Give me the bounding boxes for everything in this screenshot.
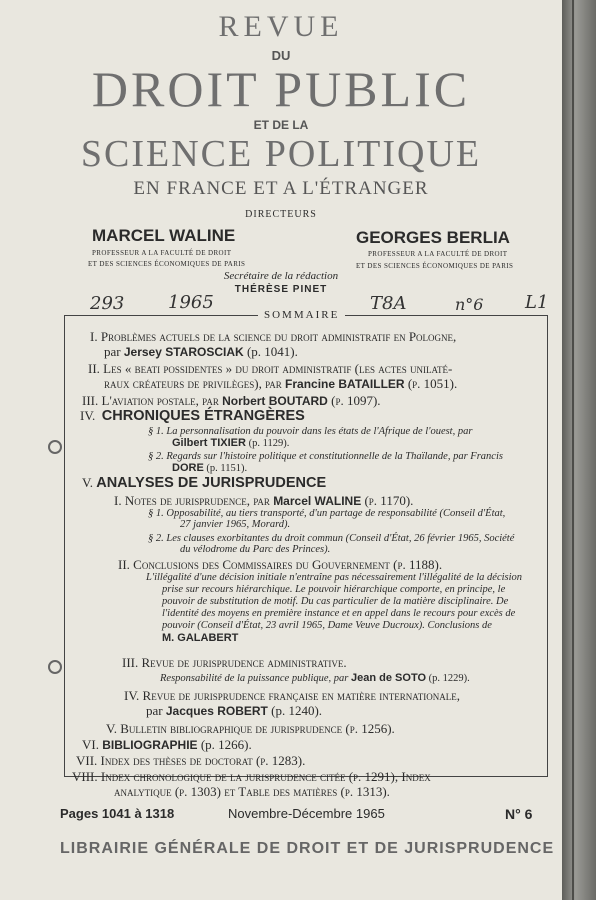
toc-page: (p. 1229).	[428, 673, 470, 684]
toc-item-iv-s1: § 1. La personnalisation du pouvoir dans les états de l'Afrique de l'ouest, par	[148, 426, 473, 437]
title-et-de-la: ET DE LA	[253, 118, 309, 132]
binding-ring-icon	[48, 440, 62, 454]
toc-item-iii	[82, 393, 381, 409]
handwritten-note-d: n°6	[455, 295, 484, 314]
director-right-role-1: PROFESSEUR A LA FACULTÉ DE DROIT	[368, 250, 508, 258]
handwritten-note-b: 1965	[168, 292, 214, 313]
director-left-role-1: PROFESSEUR A LA FACULTÉ DE DROIT	[92, 249, 232, 257]
footer-issue: N° 6	[505, 806, 533, 822]
toc-page: (p. 1170).	[364, 493, 414, 508]
footer-date: Novembre-Décembre 1965	[228, 806, 385, 821]
toc-item-viii	[72, 769, 431, 784]
book-spine	[562, 0, 596, 900]
toc-item-v2	[118, 557, 442, 572]
toc-item-ii-line2	[104, 376, 457, 392]
toc-page: (p. 1129).	[248, 438, 290, 449]
director-right-name: GEORGES BERLIA	[356, 228, 510, 247]
spine-edge	[572, 0, 574, 900]
toc-page: (p. 1283).	[255, 753, 306, 768]
toc-item-v2-l2: prise sur recours hiérarchique. Le pouvoir hiérarchique comporte, en principe, le	[162, 584, 506, 595]
toc-text: Notes de jurisprudence, par	[124, 493, 270, 508]
toc-number: VII.	[76, 753, 98, 768]
toc-item-v1-s1b: 27 janvier 1965, Morard).	[180, 519, 291, 530]
toc-item-v5	[106, 721, 395, 736]
toc-text: Les « beati possidentes » du droit administratif (les actes unilaté-	[103, 361, 453, 376]
toc-item-v	[82, 475, 326, 491]
footer-pages: Pages 1041 à 1318	[60, 806, 175, 821]
toc-section-title: ANALYSES DE JURISPRUDENCE	[96, 475, 327, 491]
toc-item-v1-s2b: du vélodrome du Parc des Princes).	[180, 544, 331, 555]
toc-text: Revue de jurisprudence administrative.	[141, 655, 347, 670]
toc-item-v2-l3: pouvoir de substitution de motif. Du cas particulier de la matière disciplinaire. De	[162, 596, 509, 607]
toc-text: L'aviation postale, par	[101, 393, 219, 408]
toc-item-ii	[88, 361, 452, 376]
toc-item-viii-line2	[114, 784, 390, 799]
toc-author: Marcel WALINE	[273, 494, 362, 508]
toc-text: Bulletin bibliographique de jurisprudence (p. 1256).	[120, 721, 395, 736]
toc-page: (p. 1303) et	[174, 784, 236, 799]
toc-item-v3	[122, 655, 347, 670]
toc-number: II.	[88, 361, 100, 376]
title-du: DU	[271, 48, 291, 63]
toc-author: Francine BATAILLER	[285, 377, 405, 391]
director-right-role-2: ET DES SCIENCES ÉCONOMIQUES DE PARIS	[356, 262, 514, 270]
toc-author: Gilbert TIXIER	[172, 437, 246, 449]
toc-text: Revue de jurisprudence française en matière internationale,	[142, 688, 460, 703]
toc-page: (p. 1151).	[206, 463, 248, 474]
toc-item-v2-l5: pouvoir (Conseil d'État, 23 avril 1965, Dame Veuve Ducroux). Conclusions de	[162, 620, 492, 631]
toc-page: (p. 1097).	[331, 393, 381, 408]
toc-item-vi	[82, 737, 252, 753]
toc-section-title: CHRONIQUES ÉTRANGÈRES	[101, 408, 305, 424]
toc-item-iv-s2: § 2. Regards sur l'histoire politique et constitutionnelle de la Thaïlande, par Francis	[148, 451, 503, 462]
toc-number: II.	[118, 557, 130, 572]
toc-item-iv-s1-author	[172, 437, 289, 450]
toc-text: par	[146, 703, 163, 718]
title-france-etranger: EN FRANCE ET A L'ÉTRANGER	[133, 178, 429, 199]
toc-number: VIII.	[72, 769, 98, 784]
toc-text: Conclusions des Commissaires du Gouvernement (p. 1188).	[133, 557, 443, 572]
toc-item-v2-l1: L'illégalité d'une décision initiale n'entraîne pas nécessairement l'illégalité de la décision	[146, 572, 523, 583]
handwritten-note-c: T8A	[370, 293, 407, 314]
toc-page: (p. 1240).	[271, 703, 323, 718]
toc-page: (p. 1266).	[200, 737, 252, 752]
title-revue: REVUE	[218, 10, 344, 43]
toc-number: III.	[122, 655, 139, 670]
toc-item-i-line2	[104, 344, 298, 360]
toc-item-v3-sub	[160, 672, 470, 685]
toc-item-v2-author: M. GALABERT	[162, 632, 239, 644]
handwritten-note-e: L1	[525, 292, 549, 313]
toc-number: V.	[106, 721, 117, 736]
toc-author: Norbert BOUTARD	[222, 394, 328, 408]
toc-number: IV.	[124, 688, 140, 703]
toc-page: (p. 1291),	[348, 769, 399, 784]
toc-item-v1-s1: § 1. Opposabilité, au tiers transporté, d'un partage de responsabilité (Conseil d'État,	[148, 508, 506, 519]
toc-page: (p. 1041).	[246, 344, 298, 359]
toc-section-title: BIBLIOGRAPHIE	[102, 738, 198, 752]
toc-number: I.	[114, 493, 122, 508]
toc-item-iv-s2-author	[172, 462, 247, 475]
toc-item-iv	[80, 408, 305, 424]
toc-item-v1-s2: § 2. Les clauses exorbitantes du droit commun (Conseil d'État, 26 février 1965, Société	[148, 533, 515, 544]
toc-text: Table des matières	[238, 784, 338, 799]
title-droit-public: DROIT PUBLIC	[91, 61, 471, 117]
toc-item-vii	[76, 753, 305, 768]
toc-text: Index des thèses de doctorat	[100, 753, 253, 768]
toc-item-v2-l4: l'identité des moyens en première instance et en appel dans le recours pour excès de	[162, 608, 516, 619]
title-science-politique: SCIENCE POLITIQUE	[80, 133, 482, 175]
toc-text: raux créateurs de privilèges), par	[104, 376, 282, 391]
toc-text: analytique	[114, 784, 172, 799]
binding-ring-icon	[48, 660, 62, 674]
toc-page: (p. 1051).	[407, 376, 458, 391]
toc-text: par	[104, 344, 121, 359]
toc-author: Jersey STAROSCIAK	[123, 345, 244, 359]
footer-publisher: LIBRAIRIE GÉNÉRALE DE DROIT ET DE JURISPRUDENCE	[60, 840, 555, 857]
summary-heading: SOMMAIRE	[258, 309, 345, 321]
secretary-label: Secrétaire de la rédaction	[223, 270, 339, 282]
toc-text: Index	[401, 769, 431, 784]
director-left-name: MARCEL WALINE	[92, 226, 236, 245]
secretary-name: THÉRÈSE PINET	[234, 284, 328, 295]
toc-author: DORE	[172, 462, 204, 474]
toc-number: V.	[82, 475, 93, 490]
handwritten-note-a: 293	[90, 293, 125, 314]
toc-page: (p. 1313).	[340, 784, 390, 799]
toc-item-i	[90, 329, 456, 344]
toc-text: Responsabilité de la puissance publique, par	[160, 673, 349, 684]
toc-number: I.	[90, 329, 98, 344]
toc-author: Jean de SOTO	[351, 672, 427, 684]
directors-heading: DIRECTEURS	[245, 209, 317, 220]
toc-author: Jacques ROBERT	[165, 704, 268, 718]
toc-item-v4	[124, 688, 460, 703]
toc-number: III.	[82, 393, 99, 408]
toc-text: Index chronologique de la jurisprudence citée	[100, 769, 346, 784]
toc-number: VI.	[82, 737, 99, 752]
director-left-role-2: ET DES SCIENCES ÉCONOMIQUES DE PARIS	[88, 260, 246, 268]
toc-item-v4-line2	[146, 703, 322, 719]
toc-text: Problèmes actuels de la science du droit administratif en Pologne,	[100, 329, 457, 344]
toc-number: IV.	[80, 408, 96, 423]
toc-item-v1	[114, 493, 413, 509]
